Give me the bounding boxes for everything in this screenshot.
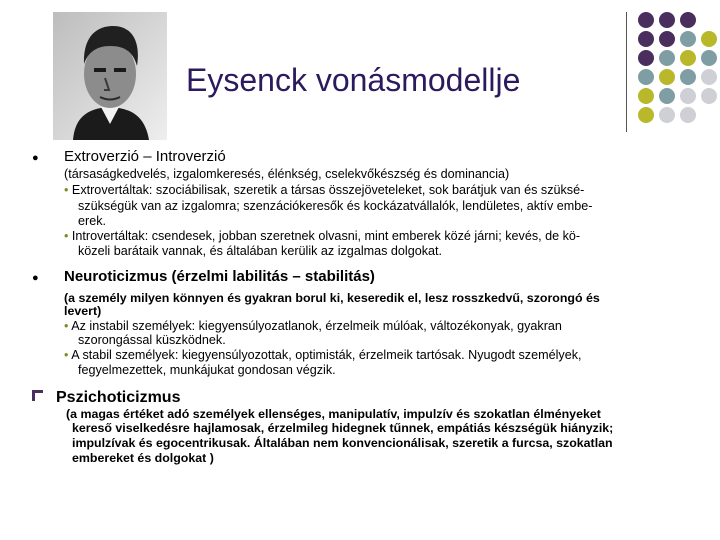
section-text: szorongással küszködnek. bbox=[78, 333, 226, 347]
dot bbox=[659, 107, 675, 123]
section-text: levert) bbox=[64, 304, 102, 318]
dot bbox=[701, 50, 717, 66]
section-text: embereket és dolgokat ) bbox=[72, 451, 214, 465]
list-item-text: Az instabil személyek: kiegyensúlyozatlanok, érzelmeik múlóak, változékonyak, gyakran bbox=[71, 319, 562, 333]
section-heading: Neuroticizmus (érzelmi labilitás – stabilitás) bbox=[64, 268, 375, 285]
divider-line bbox=[626, 12, 627, 132]
list-item bbox=[64, 228, 580, 244]
dot bbox=[659, 88, 675, 104]
bullet-dot-icon: • bbox=[64, 183, 69, 197]
dot bbox=[659, 31, 675, 47]
page-title: Eysenck vonásmodellje bbox=[186, 62, 521, 98]
dot-grid bbox=[638, 12, 718, 142]
section-text: (a személy milyen könnyen és gyakran borul ki, keseredik el, lesz rosszkedvű, szorongó és bbox=[64, 291, 600, 305]
bullet-icon: ● bbox=[32, 272, 39, 284]
dot bbox=[638, 107, 654, 123]
section-text: kereső viselkedésre hajlamosak, érzelmileg hidegnek tűnnek, empátiás készségük hiányzik; bbox=[72, 421, 614, 435]
dot bbox=[680, 107, 696, 123]
section-text: (a magas értéket adó személyek ellenséges, manipulatív, impulzív és szokatlan élményeket bbox=[66, 407, 601, 421]
dot bbox=[638, 69, 654, 85]
dot bbox=[638, 50, 654, 66]
bullet-dot-icon: • bbox=[64, 229, 69, 243]
checkbox-bullet-icon bbox=[32, 390, 43, 401]
dot bbox=[659, 12, 675, 28]
portrait-photo bbox=[53, 12, 167, 140]
bullet-dot-icon: • bbox=[64, 348, 69, 362]
list-item-text: Extrovertáltak: szociábilisak, szeretik a társas összejöveteleket, sok barátjuk van és szüksé- bbox=[71, 183, 585, 197]
section-text: (társaságkedvelés, izgalomkeresés, élénkség, cselekvőkészség és dominancia) bbox=[64, 167, 510, 181]
section-text: szükségük van az izgalomra; szenzációkeresők és kockázatvállalók, lendületes, aktív embe- bbox=[78, 199, 593, 213]
dot bbox=[701, 31, 717, 47]
dot bbox=[680, 50, 696, 66]
bullet-icon: ● bbox=[32, 152, 39, 164]
section-text: impulzívak és egocentrikusak. Általában nem konvencionálisak, szeretik a furcsa, szokatlan bbox=[72, 436, 613, 450]
dot bbox=[638, 88, 654, 104]
dot bbox=[659, 69, 675, 85]
dot bbox=[701, 88, 717, 104]
section-heading: Pszichoticizmus bbox=[56, 389, 181, 406]
bullet-dot-icon: • bbox=[64, 319, 69, 333]
dot bbox=[680, 69, 696, 85]
section-text: fegyelmezettek, munkájukat gondosan végzik. bbox=[78, 363, 336, 377]
dot bbox=[680, 12, 696, 28]
dot bbox=[680, 31, 696, 47]
list-item bbox=[64, 347, 582, 363]
section-text: erek. bbox=[78, 214, 106, 228]
dot bbox=[659, 50, 675, 66]
list-item-text: Introvertáltak: csendesek, jobban szeretnek olvasni, mint emberek közé járni; kevés, de kö- bbox=[71, 229, 581, 243]
dot bbox=[701, 69, 717, 85]
list-item-text: A stabil személyek: kiegyensúlyozottak, optimisták, érzelmeik tartósak. Nyugodt személyek, bbox=[71, 348, 582, 362]
dot bbox=[638, 31, 654, 47]
section-heading: Extroverzió – Introverzió bbox=[64, 148, 226, 165]
list-item bbox=[64, 182, 584, 198]
dot bbox=[638, 12, 654, 28]
section-text: közeli barátaik vannak, és általában kerülik az izgalmas dolgokat. bbox=[78, 244, 443, 258]
dot bbox=[680, 88, 696, 104]
